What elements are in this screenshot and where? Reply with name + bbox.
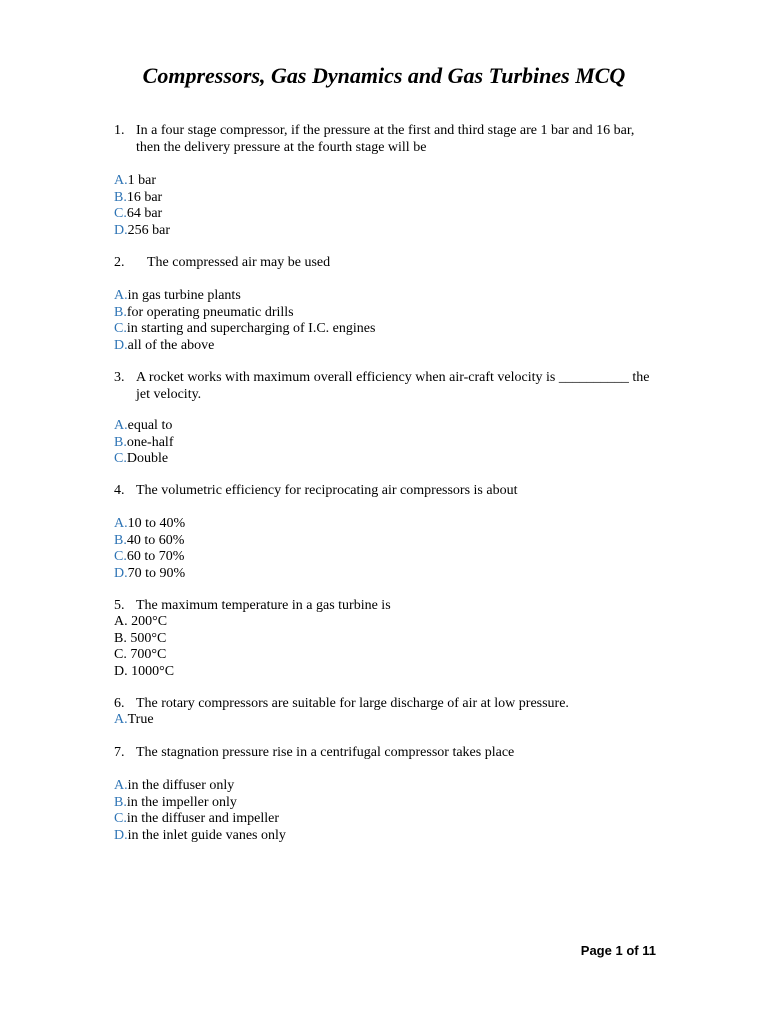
option-a [114,778,286,795]
document-title: Compressors, Gas Dynamics and Gas Turbines MCQ [142,63,626,88]
option-letter: D. [114,565,128,581]
question-number: 6. [114,696,125,711]
option-a [114,614,174,631]
option-letter: C. [114,647,127,662]
option-c [114,321,375,338]
option-text: 1000°C [131,663,175,679]
option-b [114,305,375,322]
question-number: 7. [114,745,125,760]
option-text: True [127,712,154,727]
option-letter: D. [114,222,128,238]
option-letter: C. [114,811,127,826]
of-label: of [626,943,639,958]
option-text: 64 bar [126,206,163,221]
question-number: 1. [114,123,125,138]
option-d [114,338,375,355]
option-a [114,516,185,533]
question-number: 5. [114,598,125,613]
page-label: Page [580,943,612,958]
option-c [114,647,174,664]
option-letter: D. [114,337,128,353]
question-text: The maximum temperature in a gas turbine is [136,598,391,613]
option-letter: D. [114,663,128,679]
question-number: 4. [114,483,125,498]
option-text: for operating pneumatic drills [126,304,294,320]
option-letter: A. [114,288,128,303]
option-text: all of the above [127,337,215,353]
options-4 [114,516,185,582]
option-letter: B. [114,630,127,646]
option-text: in the inlet guide vanes only [127,827,286,843]
option-b [114,631,174,648]
options-5 [114,614,174,680]
option-text: 60 to 70% [126,549,185,564]
option-text: 70 to 90% [127,565,186,581]
option-text: 500°C [130,630,167,646]
options-7 [114,778,286,844]
option-a [114,288,375,305]
option-a [114,418,174,435]
option-a [114,173,170,190]
question-text: A rocket works with maximum overall efficiency when air-craft velocity is __________ the jet velocity. [136,370,650,402]
option-letter: B. [114,532,127,548]
option-text: in the impeller only [126,794,237,810]
option-d [114,566,185,583]
question-number: 3. [114,370,125,385]
option-text: 40 to 60% [126,532,185,548]
option-b [114,795,286,812]
options-6 [114,712,154,729]
option-c [114,451,174,468]
option-text: 10 to 40% [127,516,186,531]
option-d [114,223,170,240]
total-pages: 11 [642,943,656,958]
options-1 [114,173,170,239]
option-c [114,811,286,828]
page-number: 1 [615,943,623,958]
option-letter: A. [114,778,128,793]
option-text: equal to [127,418,173,433]
option-letter: A. [114,173,128,188]
option-letter: C. [114,549,127,564]
option-text: 1 bar [127,173,157,188]
option-text: 200°C [131,614,168,629]
option-letter: B. [114,304,127,320]
option-b [114,435,174,452]
option-c [114,549,185,566]
option-letter: C. [114,321,127,336]
option-letter: A. [114,712,128,727]
option-letter: C. [114,206,127,221]
option-letter: A. [114,418,128,433]
option-letter: C. [114,451,127,466]
option-b [114,533,185,550]
page-footer [581,943,656,958]
option-text: in the diffuser and impeller [126,811,279,826]
option-text: 16 bar [126,189,163,205]
options-2 [114,288,375,354]
option-text: one-half [126,434,174,450]
question-text: In a four stage compressor, if the pressure at the first and third stage are 1 bar and 16 bar, then the delivery pressure at the fourth stage will be [136,123,635,155]
option-c [114,206,170,223]
option-a [114,712,154,729]
option-letter: B. [114,434,127,450]
option-letter: B. [114,794,127,810]
question-text: The volumetric efficiency for reciprocating air compressors is about [136,483,518,498]
option-d [114,664,174,681]
option-letter: B. [114,189,127,205]
option-text: in the diffuser only [127,778,235,793]
option-text: in gas turbine plants [127,288,241,303]
question-text: The compressed air may be used [147,255,331,270]
option-d [114,828,286,845]
question-number: 2. [114,255,125,270]
question-text: The rotary compressors are suitable for large discharge of air at low pressure. [136,696,569,711]
options-3 [114,418,174,468]
option-letter: A. [114,516,128,531]
option-letter: A. [114,614,128,629]
question-text: The stagnation pressure rise in a centrifugal compressor takes place [136,745,515,760]
option-text: 700°C [130,647,167,662]
option-text: 256 bar [127,222,171,238]
option-text: in starting and supercharging of I.C. engines [126,321,376,336]
option-letter: D. [114,827,128,843]
option-text: Double [126,451,169,466]
option-b [114,190,170,207]
